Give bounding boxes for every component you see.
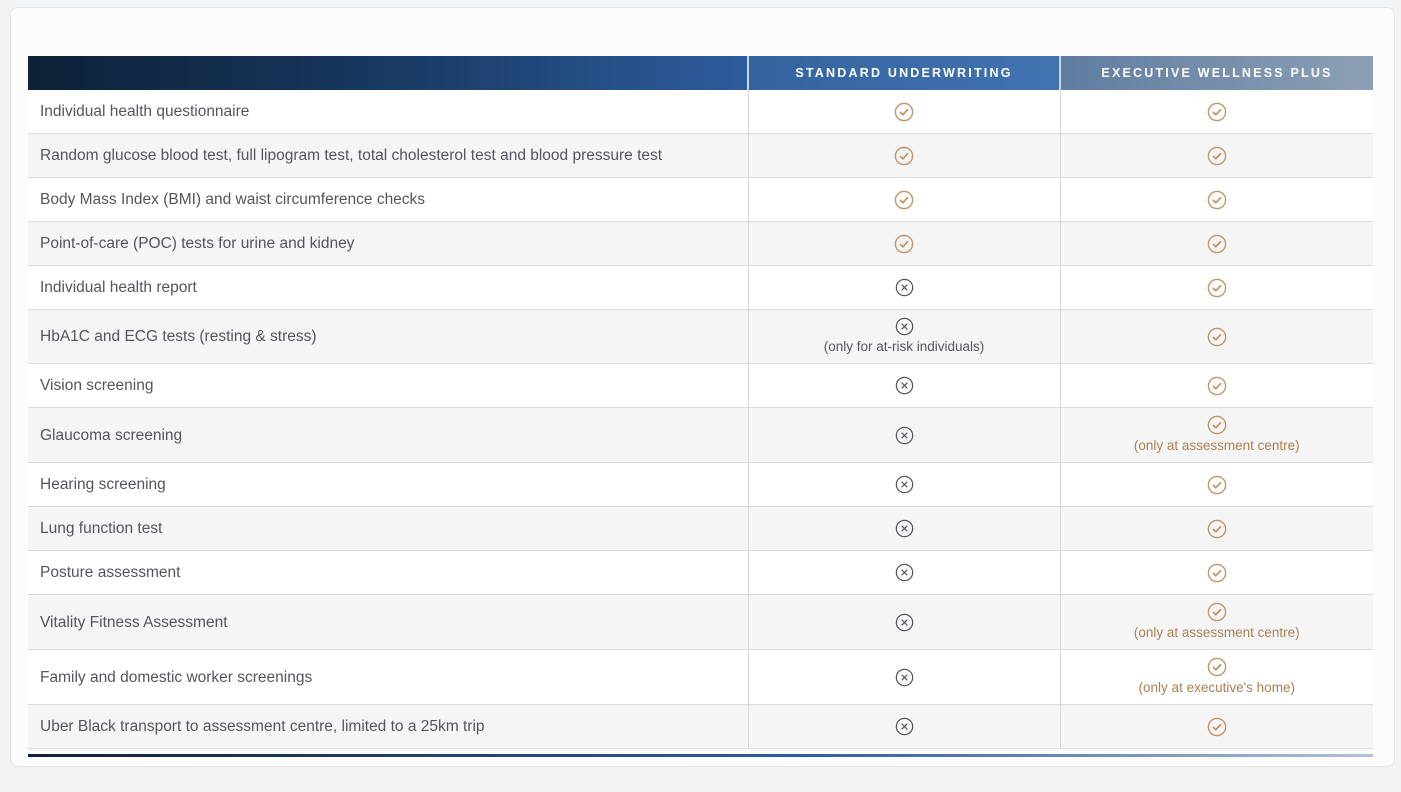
comparison-table: [28, 56, 1373, 749]
cell-note: (only at assessment centre): [1133, 438, 1300, 453]
feature-label: Individual health questionnaire: [40, 103, 250, 120]
bottom-accent-line: [28, 754, 1373, 757]
cross-circle-icon: [895, 376, 914, 395]
executive-wellness-plus-cell: [1060, 408, 1373, 463]
standard-underwriting-column-header: STANDARD UNDERWRITING: [748, 56, 1060, 90]
table-row: [28, 134, 1373, 178]
check-circle-icon: [1207, 327, 1227, 347]
executive-wellness-plus-cell: [1060, 134, 1373, 178]
comparison-card: [10, 7, 1395, 767]
feature-label: Hearing screening: [40, 476, 166, 493]
feature-label: Family and domestic worker screenings: [40, 668, 313, 686]
feature-label: HbA1C and ECG tests (resting & stress): [40, 328, 317, 345]
table-row: [28, 408, 1373, 463]
cross-circle-icon: [895, 475, 914, 494]
cell-note: (only at assessment centre): [1133, 625, 1300, 640]
feature-label: Point-of-care (POC) tests for urine and kidney: [40, 235, 355, 252]
cross-circle-icon: [895, 519, 914, 538]
executive-wellness-plus-cell: [1060, 178, 1373, 222]
executive-wellness-plus-cell: [1060, 595, 1373, 650]
standard-underwriting-cell: [748, 364, 1060, 408]
standard-underwriting-cell: [748, 222, 1060, 266]
cross-circle-icon: [895, 278, 914, 297]
check-circle-icon: [1207, 376, 1227, 396]
executive-wellness-plus-cell: [1060, 650, 1373, 705]
check-circle-icon: [1207, 278, 1227, 298]
cross-circle-icon: [895, 717, 914, 736]
standard-underwriting-cell: [748, 408, 1060, 463]
standard-underwriting-cell: [748, 463, 1060, 507]
check-circle-icon: [894, 102, 914, 122]
feature-label: Lung function test: [40, 520, 163, 537]
executive-wellness-plus-cell: [1060, 364, 1373, 408]
check-circle-icon: [1207, 657, 1227, 677]
executive-wellness-plus-cell: [1060, 463, 1373, 507]
executive-wellness-plus-cell: [1060, 266, 1373, 310]
feature-label: Uber Black transport to assessment centre, limited to a 25km trip: [40, 718, 485, 735]
cross-circle-icon: [895, 613, 914, 632]
executive-wellness-plus-cell: [1060, 551, 1373, 595]
table-header-row: [28, 56, 1373, 90]
feature-label: Vitality Fitness Assessment: [40, 613, 228, 631]
check-circle-icon: [1207, 234, 1227, 254]
table-row: [28, 551, 1373, 595]
check-circle-icon: [1207, 602, 1227, 622]
cross-circle-icon: [895, 668, 914, 687]
feature-label: Posture assessment: [40, 564, 181, 581]
check-circle-icon: [1207, 475, 1227, 495]
check-circle-icon: [1207, 146, 1227, 166]
table-row: [28, 364, 1373, 408]
executive-wellness-plus-cell: [1060, 507, 1373, 551]
table-row: [28, 507, 1373, 551]
table-row: [28, 178, 1373, 222]
cell-note: (only for at-risk individuals): [823, 339, 985, 354]
standard-underwriting-cell: [748, 90, 1060, 134]
standard-underwriting-cell: [748, 507, 1060, 551]
table-row: [28, 90, 1373, 134]
check-circle-icon: [894, 146, 914, 166]
cross-circle-icon: [895, 563, 914, 582]
table-row: [28, 310, 1373, 364]
check-circle-icon: [894, 190, 914, 210]
cross-circle-icon: [895, 317, 914, 336]
table-row: [28, 463, 1373, 507]
check-circle-icon: [1207, 190, 1227, 210]
check-circle-icon: [1207, 717, 1227, 737]
executive-wellness-plus-cell: [1060, 222, 1373, 266]
standard-underwriting-cell: [748, 310, 1060, 364]
executive-wellness-plus-cell: [1060, 310, 1373, 364]
check-circle-icon: [894, 234, 914, 254]
executive-wellness-plus-cell: [1060, 705, 1373, 749]
feature-label: Individual health report: [40, 279, 197, 296]
standard-underwriting-cell: [748, 595, 1060, 650]
check-circle-icon: [1207, 519, 1227, 539]
feature-label: Body Mass Index (BMI) and waist circumference checks: [40, 191, 426, 208]
executive-wellness-plus-column-header: EXECUTIVE WELLNESS PLUS: [1060, 56, 1373, 90]
standard-underwriting-cell: [748, 705, 1060, 749]
table-row: [28, 705, 1373, 749]
feature-label: Random glucose blood test, full lipogram test, total cholesterol test and blood pressure test: [40, 147, 663, 164]
feature-label: Vision screening: [40, 377, 154, 394]
cross-circle-icon: [895, 426, 914, 445]
standard-underwriting-cell: [748, 178, 1060, 222]
feature-column-header: [28, 56, 748, 90]
executive-wellness-plus-cell: [1060, 90, 1373, 134]
check-circle-icon: [1207, 415, 1227, 435]
table-body: [28, 90, 1373, 749]
standard-underwriting-cell: [748, 551, 1060, 595]
standard-underwriting-cell: [748, 650, 1060, 705]
cell-note: (only at executive's home): [1138, 680, 1295, 695]
check-circle-icon: [1207, 102, 1227, 122]
check-circle-icon: [1207, 563, 1227, 583]
table-row: [28, 266, 1373, 310]
feature-label: Glaucoma screening: [40, 426, 183, 444]
standard-underwriting-cell: [748, 266, 1060, 310]
table-row: [28, 595, 1373, 650]
table-row: [28, 650, 1373, 705]
table-row: [28, 222, 1373, 266]
standard-underwriting-cell: [748, 134, 1060, 178]
